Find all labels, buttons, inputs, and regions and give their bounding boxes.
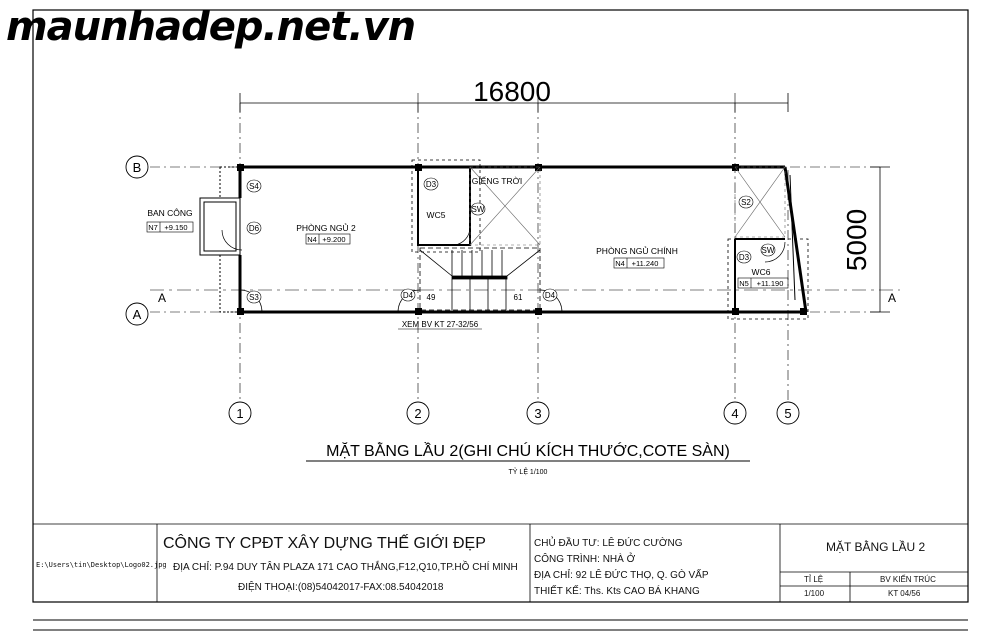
svg-text:4: 4 [731,406,739,421]
level-tag-bedroom2 [306,234,350,244]
grid-col-3 [527,402,549,424]
grid-row-b-label: B [132,160,142,175]
door-tag [247,222,261,234]
dimension-width [240,76,788,112]
svg-text:S4: S4 [249,182,259,191]
svg-text:XEM BV KT 27-32/56: XEM BV KT 27-32/56 [401,320,479,329]
sheet-label: BV KIẾN TRÚC [880,575,936,584]
svg-text:+11.240: +11.240 [631,259,659,268]
dimension-depth-label: 5000 [841,208,872,272]
svg-text:2: 2 [414,406,422,421]
svg-text:D3: D3 [738,253,750,262]
drawing-title: MẶT BẰNG LẦU 2(GHI CHÚ KÍCH THƯỚC,COTE SÀN) [326,443,730,460]
room-master: PHÒNG NGỦ CHÍNH [596,246,678,256]
level-tag-balcony [147,222,193,232]
door-tag [401,289,415,301]
grid-col-5 [777,402,799,424]
door-tag [737,251,751,263]
project-designer: THIẾT KẾ: Ths. Kts CAO BÁ KHANG [534,586,700,597]
svg-text:3: 3 [534,406,542,421]
reference-note [398,320,482,329]
svg-text:+9.200: +9.200 [322,235,346,244]
level-tag-wc6 [738,278,788,288]
room-wc5: WC5 [426,210,446,220]
svg-text:D6: D6 [248,224,260,233]
project-site: ĐỊA CHỈ: 92 LÊ ĐỨC THỌ, Q. GÒ VẤP [534,570,709,581]
sheet-number: KT 04/56 [888,589,921,598]
project-owner: CHỦ ĐẦU TƯ: LÊ ĐỨC CƯỜNG [534,538,683,549]
company-phone: ĐIỆN THOẠI:(08)54042017-FAX:08.54042018 [238,582,444,593]
svg-text:D4: D4 [402,291,414,300]
svg-text:D4: D4 [544,291,556,300]
svg-text:N4: N4 [615,259,625,268]
drawing-scale: TỶ LỆ 1/100 [508,469,548,476]
section-mark-right: A [887,291,897,305]
level-tag-master [614,258,664,268]
room-labels [147,176,788,302]
door-tag [761,244,775,256]
svg-text:1: 1 [236,406,244,421]
door-tag [247,180,261,192]
svg-text:D3: D3 [425,180,437,189]
svg-text:N5: N5 [739,279,749,288]
section-line-a [150,290,900,305]
logo-path: E:\Users\tin\Desktop\Logo02.jpg [36,561,167,569]
room-skylight: GIẾNG TRỜI [471,176,523,186]
door-tag [424,178,438,190]
room-balcony: BAN CÔNG [147,208,193,218]
company-address: ĐỊA CHỈ: P.94 DUY TÂN PLAZA 171 CAO THẮNG,F12,Q10,TP.HỒ CHÍ MINH [173,562,518,573]
svg-text:S2: S2 [741,198,751,207]
grid-col-1 [229,402,251,424]
door-tag [543,289,557,301]
svg-text:SW: SW [471,205,485,214]
room-bedroom2: PHÒNG NGỦ 2 [296,223,356,233]
svg-text:N7: N7 [148,223,158,232]
door-tag [739,196,753,208]
grid-row-b [126,156,148,178]
grid-row-a [126,303,148,325]
sheet-title: MẶT BẰNG LẦU 2 [826,540,926,554]
svg-text:+11.190: +11.190 [756,279,784,288]
door-tag [471,203,485,215]
watermark-logo: maunhadep.net.vn [6,4,416,50]
drawing-title-group [306,441,750,476]
section-mark-left: A [157,291,167,305]
svg-text:+9.150: +9.150 [164,223,188,232]
grid-col-4 [724,402,746,424]
stair-count-left: 49 [426,293,436,302]
scale-label: TỈ LỆ [804,575,824,584]
grid-row-a-label: A [132,307,142,322]
svg-text:N4: N4 [307,235,317,244]
stair-count-right: 61 [513,293,523,302]
grid-col-2 [407,402,429,424]
project-name: CÔNG TRÌNH: NHÀ Ở [534,554,636,565]
door-tag [247,291,261,303]
dimension-width-label: 16800 [473,76,551,107]
svg-text:5: 5 [784,406,792,421]
svg-text:S3: S3 [249,293,259,302]
svg-text:SW: SW [761,246,775,255]
company-name: CÔNG TY CPĐT XÂY DỰNG THẾ GIỚI ĐẸP [163,535,486,552]
scale-value: 1/100 [804,589,825,598]
room-wc6: WC6 [751,267,771,277]
